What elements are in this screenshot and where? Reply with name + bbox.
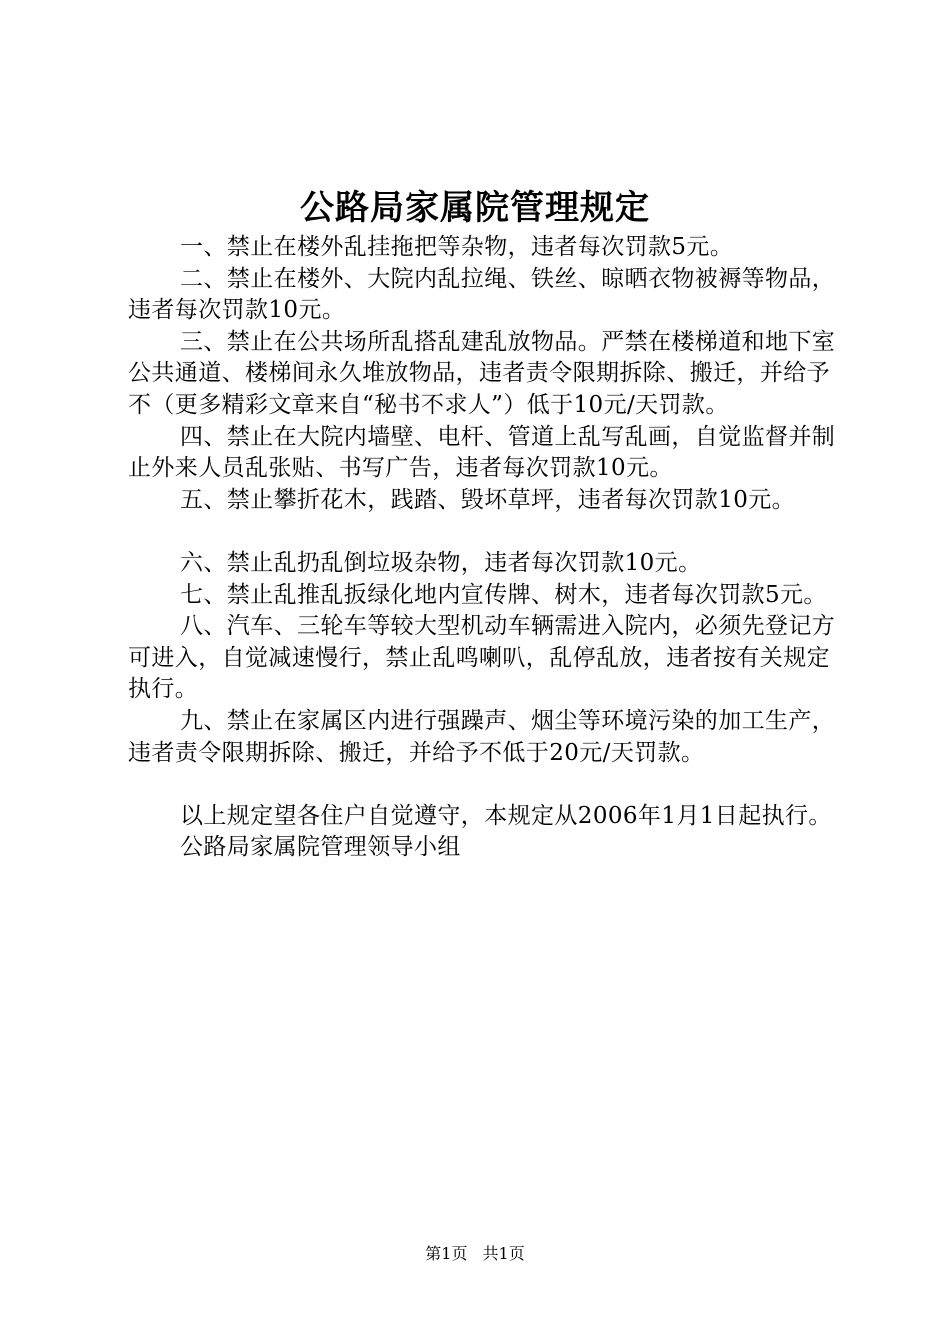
signature: 公路局家属院管理领导小组 <box>180 834 461 861</box>
document-title: 公路局家属院管理规定 <box>300 188 650 228</box>
rule-9: 九、禁止在家属区内进行强躁声、烟尘等环境污染的加工生产，违者责令限期拆除、搬迁，并给予不低于20元/天罚款。 <box>128 707 836 766</box>
paragraph-spacer <box>128 769 840 801</box>
rule-5: 五、禁止攀折花木，践踏、毁坏草坪，违者每次罚款10元。 <box>180 486 796 513</box>
paragraph-spacer <box>128 516 840 548</box>
page-footer <box>0 1243 950 1265</box>
rule-7: 七、禁止乱推乱扳绿化地内宣传牌、树木，违者每次罚款5元。 <box>180 581 827 608</box>
rule-2: 二、禁止在楼外、大院内乱拉绳、铁丝、晾晒衣物被褥等物品，违者每次罚款10元。 <box>128 265 836 324</box>
page-number: 第1页 <box>425 1244 468 1263</box>
rule-4: 四、禁止在大院内墙壁、电杆、管道上乱写乱画，自觉监督并制止外来人员乱张贴、书写广告，违者每次罚款10元。 <box>128 423 836 482</box>
closing-statement: 以上规定望各住户自觉遵守，本规定从2006年1月1日起执行。 <box>180 802 832 829</box>
rule-6: 六、禁止乱扔乱倒垃圾杂物，违者每次罚款10元。 <box>180 549 702 576</box>
rule-3: 三、禁止在公共场所乱搭乱建乱放物品。严禁在楼梯道和地下室公共通道、楼梯间永久堆放物品，违者责令限期拆除、搬迁，并给予不（更多精彩文章来自“秘书不求人”）低于10元/天罚款。 <box>128 328 836 418</box>
rule-8: 八、汽车、三轮车等较大型机动车辆需进入院内，必须先登记方可进入，自觉减速慢行，禁止乱鸣喇叭，乱停乱放，违者按有关规定执行。 <box>128 613 836 703</box>
rule-1: 一、禁止在楼外乱挂拖把等杂物，违者每次罚款5元。 <box>180 234 734 260</box>
document-body <box>128 232 840 864</box>
page-total: 共1页 <box>482 1244 525 1263</box>
